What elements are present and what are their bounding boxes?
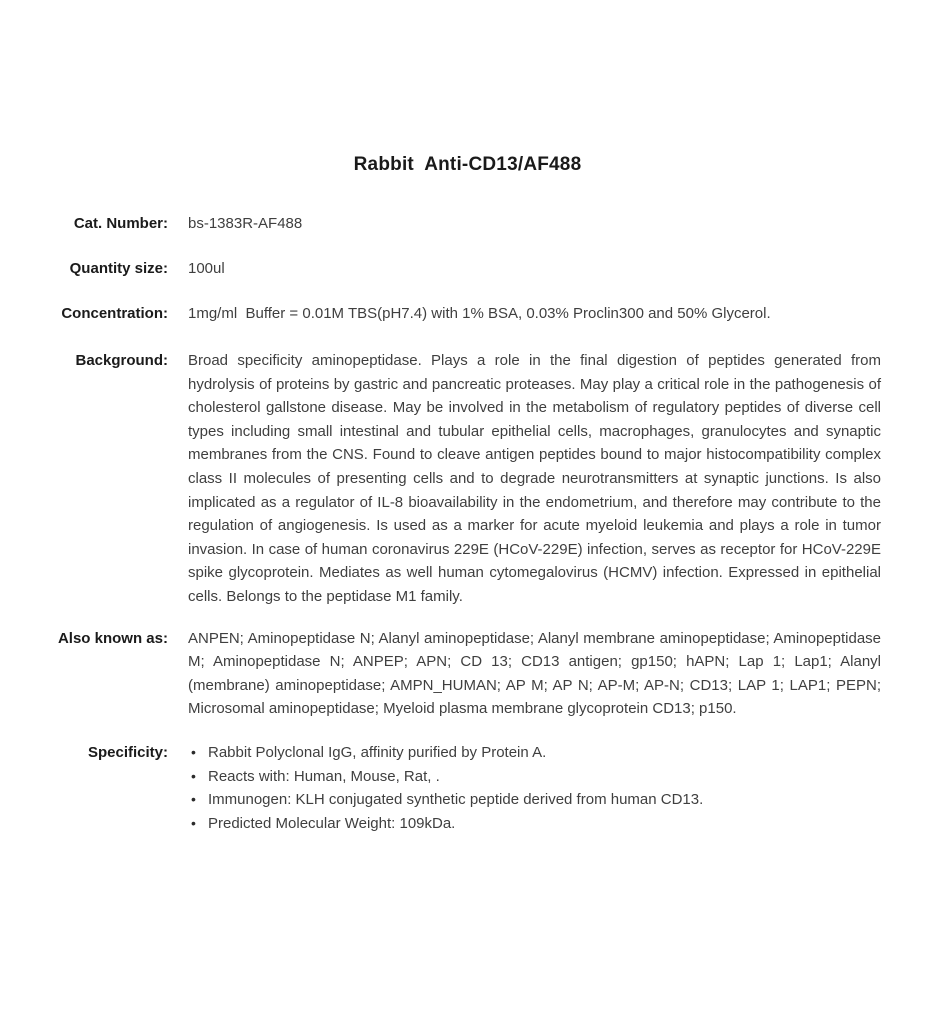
field-row-background (0, 349, 935, 609)
list-item (188, 765, 881, 789)
bullet-icon: • (191, 767, 196, 784)
list-item (188, 812, 881, 836)
bullet-icon: • (191, 814, 196, 831)
list-item (188, 788, 881, 812)
concentration-value: 1mg/ml Buffer = 0.01M TBS(pH7.4) with 1% BSA, 0.03% Proclin300 and 50% Glycerol. (188, 305, 771, 322)
bullet-icon: • (191, 791, 196, 808)
cat-number-value: bs-1383R-AF488 (188, 215, 303, 232)
specificity-item-immunogen: Immunogen: KLH conjugated synthetic peptide derived from human CD13. (208, 791, 704, 809)
bullet-icon: • (191, 743, 196, 760)
field-row-cat-number (0, 214, 935, 233)
field-row-quantity-size (0, 259, 935, 278)
specificity-item-molecular-weight: Predicted Molecular Weight: 109kDa. (208, 814, 456, 832)
specificity-item-reactivity: Reacts with: Human, Mouse, Rat, . (208, 767, 440, 785)
background-label: Background: (75, 352, 168, 369)
quantity-size-label: Quantity size: (69, 260, 168, 277)
also-known-as-label: Also known as: (57, 629, 168, 647)
quantity-size-value: 100ul (188, 260, 225, 277)
cat-number-label: Cat. Number: (73, 215, 168, 232)
field-row-concentration (0, 304, 935, 323)
page-title: Rabbit Anti-CD13/AF488 (353, 154, 582, 175)
concentration-label: Concentration: (61, 305, 168, 322)
specificity-item-clonality: Rabbit Polyclonal IgG, affinity purified by Protein A. (208, 743, 547, 761)
field-list (0, 214, 935, 835)
field-row-specificity (0, 741, 935, 835)
list-item (188, 741, 881, 765)
also-known-as-value: ANPEN; Aminopeptidase N; Alanyl aminopeptidase; Alanyl membrane aminopeptidase; Aminopeptidase M; Aminopeptidase N; ANPEP; APN; CD 13; CD13 antigen; gp150; hAPN; Lap 1; Lap1; Alanyl (membrane) aminopeptidase; AMPN_HUMAN; AP M; AP N; AP-M; AP-N; CD13; LAP 1; LAP1; PEPN; Microsomal aminopeptidase; Myeloid plasma membrane glycoprotein CD13; p150. (188, 629, 881, 718)
specificity-label: Specificity: (87, 743, 168, 761)
specificity-bullet-list (188, 741, 881, 835)
background-value: Broad specificity aminopeptidase. Plays a role in the final digestion of peptides generated from hydrolysis of proteins by gastric and pancreatic proteases. May play a critical role in the pathogenesis of cholesterol gallstone disease. May be involved in the metabolism of regulatory peptides of diverse cell types including small intestinal and tubular epithelial cells, macrophages, granulocytes and synaptic membranes from the CNS. Found to cleave antigen peptides bound to major histocompatibility complex class II molecules of presenting cells and to degrade neurotransmitters at synaptic junctions. Is also implicated as a regulator of IL-8 bioavailability in the endometrium, and therefore may contribute to the regulation of angiogenesis. Is used as a marker for acute myeloid leukemia and plays a role in tumor invasion. In case of human coronavirus 229E (HCoV-229E) infection, serves as receptor for HCoV-229E spike glycoprotein. Mediates as well human cytomegalovirus (HCMV) infection. Expressed in epithelial cells. Belongs to the peptidase M1 family. (188, 352, 881, 605)
field-row-also-known-as (0, 627, 935, 721)
